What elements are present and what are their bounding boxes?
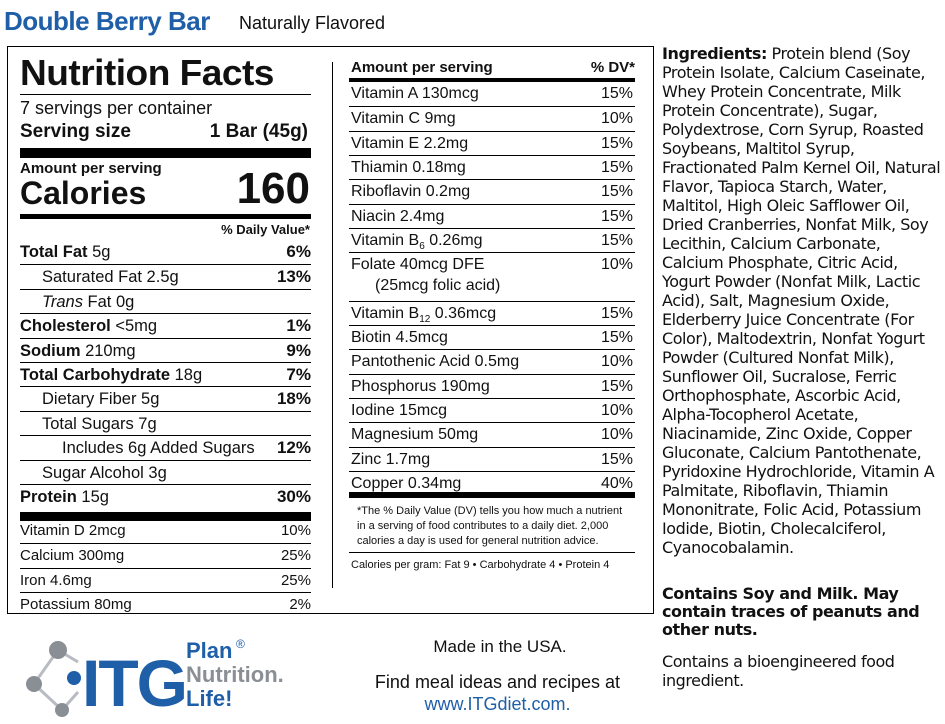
vitamin-row	[349, 447, 635, 471]
servings-per-container: 7 servings per container	[20, 98, 213, 118]
calories-value: 160	[236, 164, 310, 213]
vitamin-label	[351, 423, 478, 447]
nutrient-amount: Total Sugars 7g	[42, 414, 157, 433]
vitamin-row	[349, 155, 635, 179]
vitamin-row	[349, 301, 635, 325]
made-in-usa: Made in the USA.	[433, 637, 567, 656]
mineral-label: Calcium 300mg	[20, 547, 125, 565]
nutrient-label	[20, 339, 136, 363]
vitamin-dv: 15%	[600, 134, 633, 152]
ingredients-list: Protein blend (Soy Protein Isolate, Calcium Caseinate, Whey Protein Concentrate, Milk Protein Concentrate), Sugar, Polydextrose, Corn Syrup, Roasted Soybeans, Maltitol Syrup, Fractionated Palm Kernel Oil, Natural Flavor, Tapioca Starch, Water, Maltitol, High Oleic Safflower Oil, Dried Cranberries, Nonfat Milk, Soy Lecithin, Calcium Carbonate, Calcium Phosphate, Citric Acid, Yogurt Powder (Nonfat Milk, Lactic Acid), Salt, Magnesium Oxide, Elderberry Juice Concentrate (For Color), Maltodextrin, Nonfat Yogurt Powder (Cultured Nonfat Milk), Sunflower Oil, Sucralose, Ferric Orthophosphate, Ascorbic Acid, Alpha-Tocopherol Acetate, Niacinamide, Zinc Oxide, Copper Gluconate, Calcium Pantothenate, Pyridoxine Hydrochloride, Vitamin A Palmitate, Riboflavin, Thiamin Mononitrate, Folic Acid, Potassium Iodide, Biotin, Cholecalciferol, Cyanocobalamin.	[662, 44, 941, 557]
vitamin-label	[351, 253, 484, 277]
nutrient-name: Total Carbohydrate	[20, 366, 171, 384]
vitamin-row	[349, 398, 635, 422]
vitamin-name: Magnesium 50mg	[351, 426, 479, 444]
nutrient-row	[20, 289, 311, 313]
allergen-statement: Contains Soy and Milk. May contain traces of peanuts and other nuts.	[662, 584, 920, 639]
nutrient-row	[20, 484, 311, 508]
serving-size-value: 1 Bar (45g)	[209, 121, 308, 142]
nutrient-label	[62, 436, 255, 460]
logo-text: ITG	[82, 646, 186, 720]
medium-rule	[20, 214, 311, 219]
bioengineered-statement: Contains a bioengineered food ingredient.	[662, 652, 895, 690]
vitamin-name: Riboflavin 0.2mg	[351, 183, 471, 201]
vitamin-name: Folate 40mcg DFE	[351, 256, 485, 274]
vitamin-subscript: 6	[419, 240, 425, 252]
thick-rule	[20, 148, 311, 158]
nutrient-amount: Saturated Fat 2.5g	[42, 268, 179, 287]
vitamin-label	[351, 156, 466, 180]
vitamin-dv: 15%	[600, 183, 633, 201]
nutrient-amount: Fat 0g	[82, 292, 135, 311]
folate-note: (25mcg folic acid)	[375, 277, 501, 294]
product-subtitle: Naturally Flavored	[239, 13, 386, 33]
vitamin-name: Copper 0.34mg	[351, 474, 462, 492]
ingredients-text	[662, 44, 942, 557]
nutrient-row	[20, 362, 311, 386]
mineral-row	[20, 568, 311, 592]
daily-value-header: % Daily Value*	[221, 222, 310, 237]
nutrient-row	[20, 338, 311, 362]
daily-value-footnote: *The % Daily Value (DV) tells you how much a nutrient in a serving of food contributes to a daily diet. 2,000 calories a day is used for general nutrition advice.	[357, 505, 623, 547]
nutrient-label	[20, 363, 202, 387]
ingredients-label: Ingredients:	[662, 44, 767, 63]
vitamin-label	[351, 448, 430, 472]
nutrient-dv: 1%	[286, 316, 311, 336]
vitamin-dv: 15%	[600, 450, 633, 468]
nutrient-row	[20, 411, 311, 435]
nutrient-dv: 13%	[276, 267, 311, 287]
vitamin-name: Vitamin C 9mg	[351, 110, 456, 128]
vitamin-name: Thiamin 0.18mg	[351, 158, 466, 176]
vitamin-row	[349, 82, 635, 106]
nutrient-dv: 30%	[276, 487, 311, 506]
vitamin-dv: 10%	[600, 256, 633, 274]
nutrient-amount: Dietary Fiber 5g	[42, 390, 160, 409]
vitamin-dv: 15%	[600, 304, 633, 322]
thick-rule	[349, 492, 635, 498]
vitamin-name: Biotin 4.5mcg	[351, 329, 448, 346]
nutrient-row	[20, 264, 311, 288]
tagline-plan: Plan	[186, 638, 233, 663]
vitamin-dv: 10%	[600, 426, 633, 444]
registered-mark: ®	[236, 637, 245, 651]
nutrient-amount: <5mg	[110, 317, 158, 336]
nutrient-dv: 7%	[286, 365, 311, 384]
vitamin-subscript: 12	[419, 313, 431, 325]
vitamin-label	[351, 82, 479, 106]
molecule-icon	[22, 628, 322, 724]
nutrient-row	[20, 313, 311, 337]
vitamin-name: Pantothenic Acid 0.5mg	[351, 353, 520, 371]
product-name: Double Berry Bar	[4, 6, 210, 36]
mineral-dv: 25%	[280, 547, 311, 565]
vitamin-label	[351, 375, 490, 399]
nutrient-label	[42, 290, 134, 314]
divider-rule	[349, 552, 635, 553]
vitamin-row	[349, 131, 635, 155]
nutrient-label	[42, 265, 179, 289]
vitamin-name: Iodine 15mcg	[351, 401, 448, 419]
nutrient-name: Total Fat	[20, 243, 88, 261]
vitamin-name: Niacin 2.4mg	[351, 207, 445, 225]
vitamin-dv: 15%	[600, 329, 633, 346]
vitamin-amount: 0.36mcg	[430, 304, 497, 322]
nutrient-row	[20, 386, 311, 410]
nutrient-amount: 5g	[87, 243, 111, 261]
nutrient-amount: Sugar Alcohol 3g	[42, 463, 167, 482]
vitamin-name: Zinc 1.7mg	[351, 450, 431, 468]
nutrient-amount: 15g	[76, 488, 109, 506]
nutrient-label	[20, 485, 109, 509]
divider-rule	[20, 94, 311, 95]
vitamin-dv: 40%	[600, 474, 633, 492]
vitamin-label	[351, 399, 447, 423]
nutrient-dv: 6%	[286, 242, 311, 261]
vitamins-header-amount: Amount per serving	[351, 59, 493, 76]
nutrient-label	[42, 461, 167, 485]
vitamin-label	[351, 350, 519, 374]
vitamin-label	[351, 326, 448, 350]
calories-label: Calories	[20, 175, 147, 211]
nutrient-dv: 12%	[276, 438, 311, 458]
nutrient-row	[20, 240, 311, 264]
nutrient-name: Trans	[42, 292, 83, 311]
nutrient-label	[20, 240, 110, 264]
vitamins-header-dv: % DV*	[590, 59, 635, 76]
website-link[interactable]: www.ITGdiet.com.	[424, 694, 571, 714]
calories-per-gram: Calories per gram: Fat 9 • Carbohydrate 4 • Protein 4	[351, 559, 610, 571]
vitamin-name: Vitamin A 130mcg	[351, 85, 479, 102]
vitamin-name: Phosphorus 190mg	[351, 377, 490, 395]
nutrient-row	[20, 460, 311, 484]
nutrient-name: Sodium	[20, 341, 81, 360]
vitamin-dv: 15%	[600, 85, 633, 102]
nutrition-facts-title: Nutrition Facts	[20, 52, 274, 93]
nutrient-dv: 18%	[276, 389, 311, 409]
vitamin-name: Vitamin B	[351, 231, 420, 249]
vitamin-dv: 15%	[600, 207, 633, 225]
mineral-label: Potassium 80mg	[20, 596, 132, 614]
vitamin-row	[349, 422, 635, 446]
amount-per-serving: Amount per serving	[20, 160, 162, 177]
vitamin-row	[349, 374, 635, 398]
mineral-row	[20, 543, 311, 567]
vitamin-label	[351, 107, 456, 131]
vitamin-amount: 0.26mg	[424, 231, 483, 249]
vitamin-name: Vitamin B	[351, 304, 420, 322]
vitamin-row	[349, 179, 635, 203]
vitamin-row	[349, 325, 635, 349]
mineral-dv: 2%	[289, 596, 311, 614]
vitamin-dv: 15%	[600, 158, 633, 176]
nutrient-row	[20, 435, 311, 459]
nutrient-label	[42, 387, 159, 411]
mineral-row	[20, 592, 311, 616]
vitamin-dv: 10%	[600, 353, 633, 371]
itg-logo	[22, 628, 322, 724]
nutrient-label	[42, 412, 157, 436]
mineral-label: Iron 4.6mg	[20, 571, 92, 589]
vitamin-label	[351, 132, 468, 156]
vitamin-dv: 10%	[600, 110, 633, 128]
tagline-nutrition: Nutrition.	[186, 662, 284, 687]
vitamin-dv: 15%	[600, 231, 633, 249]
vitamin-row	[349, 349, 635, 373]
vitamin-row	[349, 106, 635, 130]
nutrient-amount: Includes 6g Added Sugars	[62, 439, 255, 458]
panel-divider	[332, 62, 333, 588]
nutrient-label	[20, 314, 157, 338]
nutrient-amount: 18g	[170, 366, 203, 384]
nutrient-amount: 210mg	[80, 341, 136, 360]
vitamin-dv: 15%	[600, 377, 633, 395]
mineral-row	[20, 519, 311, 543]
meal-ideas-text: Find meal ideas and recipes at	[374, 672, 621, 692]
vitamin-row	[349, 204, 635, 228]
mineral-label: Vitamin D 2mcg	[20, 522, 126, 539]
mineral-dv: 10%	[280, 522, 311, 539]
vitamin-name: Vitamin E 2.2mg	[351, 134, 469, 152]
vitamin-label	[351, 180, 470, 204]
vitamin-label	[351, 205, 444, 229]
tagline-life: Life!	[186, 686, 233, 711]
serving-size-label: Serving size	[20, 121, 131, 142]
vitamin-row	[349, 228, 635, 252]
mineral-dv: 25%	[280, 571, 311, 589]
nutrient-name: Cholesterol	[20, 317, 111, 336]
vitamin-dv: 10%	[600, 401, 633, 419]
nutrient-name: Protein	[20, 488, 77, 506]
nutrient-dv: 9%	[286, 340, 311, 360]
